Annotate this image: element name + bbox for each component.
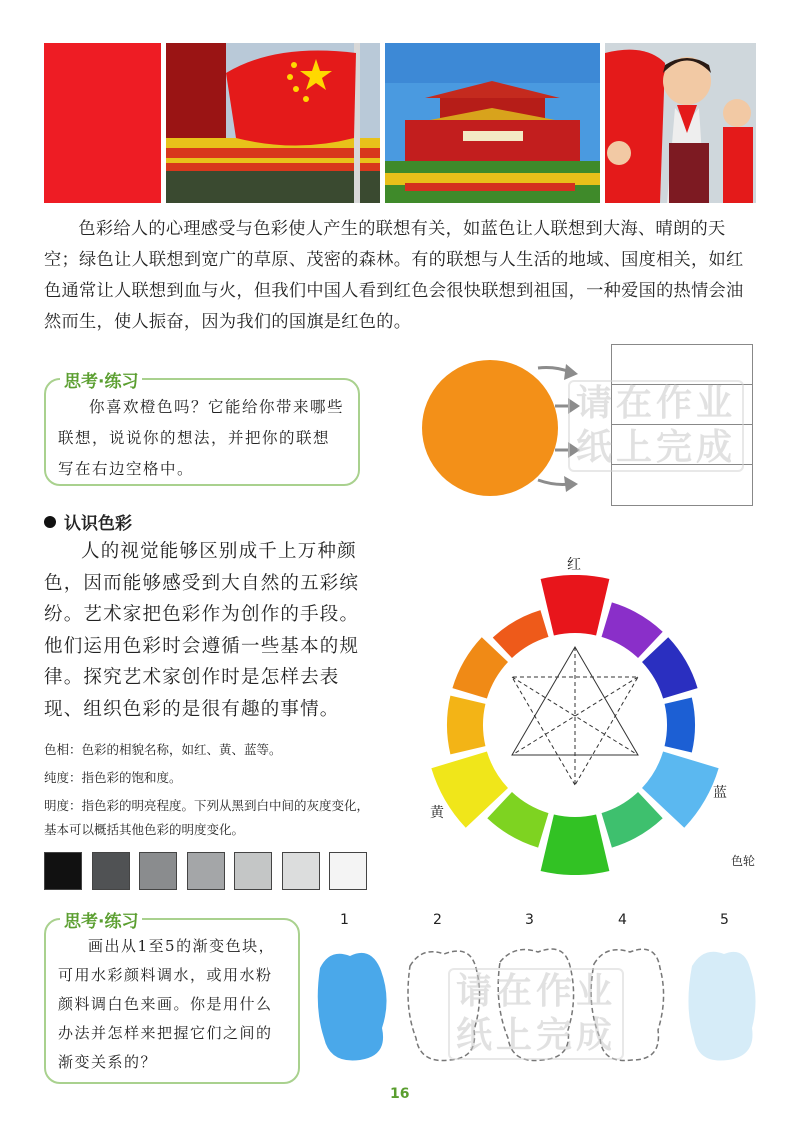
tiananmen-photo: [385, 43, 600, 203]
gray-swatch-3: [139, 852, 177, 890]
term-brightness: 明度：指色彩的明亮程度。下列从黑到白中间的灰度变化，基本可以概括其他色彩的明度变化。: [44, 798, 370, 837]
exercise-text-1: 你喜欢橙色吗？它能给你带来哪些联想，说说你的想法，并把你的联想写在右边空格中。: [58, 398, 345, 478]
gradient-block-1: [318, 953, 387, 1061]
gray-swatch-4: [187, 852, 225, 890]
wheel-segment-2: [602, 602, 663, 658]
wheel-segment-10: [447, 696, 485, 755]
wheel-segment-4: [665, 697, 695, 752]
page-number: 16: [390, 1086, 410, 1102]
gradient-number-5: 5: [720, 912, 729, 928]
section-heading: [44, 509, 132, 534]
gray-swatch-2: [92, 852, 130, 890]
gradient-number-1: 1: [340, 912, 349, 928]
gray-swatch-6: [282, 852, 320, 890]
gray-swatch-5: [234, 852, 272, 890]
wheel-label-yellow: 黄: [430, 805, 444, 821]
gray-swatch-1: [44, 852, 82, 890]
gradient-number-3: 3: [525, 912, 534, 928]
watermark-top: [568, 380, 744, 472]
section-text: 人的视觉能够区别成千上万种颜色，因而能够感受到大自然的五彩缤纷。艺术家把色彩作为创作的手段。他们运用色彩时会遵循一些基本的规律。探究艺术家创作时是怎样去表现、组织色彩的是很有趣的事情。: [44, 541, 360, 720]
wheel-segment-6: [602, 792, 663, 848]
section-title: 认识色彩: [64, 514, 132, 534]
exercise-title-1: 思考·练习: [60, 367, 142, 392]
wheel-segment-12: [493, 610, 549, 658]
intro-paragraph: 色彩给人的心理感受与色彩使人产生的联想有关，如蓝色让人联想到大海、晴朗的天空；绿色让人联想到宽广的草原、茂密的森林。有的联想与人生活的地域、国度相关，如红色通常让人联想到血与火，但我们中国人看到红色会很快联想到祖国，一种爱国的热情会油然而生，使人振奋，因为我们的国旗是红色的。: [44, 219, 744, 332]
gradient-number-4: 4: [618, 912, 627, 928]
watermark-line-2b: 纸上完成: [456, 1015, 617, 1056]
flag-ceremony-photo: [166, 43, 380, 203]
wheel-segment-7: [541, 815, 610, 875]
star-of-david: [512, 647, 638, 785]
watermark-line-2: 纸上完成: [576, 427, 737, 468]
watermark-bottom: [448, 968, 624, 1060]
wheel-caption: 色轮: [731, 854, 756, 868]
term-saturation: 纯度：指色彩的饱和度。: [44, 770, 182, 785]
gray-swatch-7: [329, 852, 367, 890]
wheel-segment-8: [487, 792, 548, 848]
bullet-icon: [44, 516, 56, 528]
exercise-text-2: 画出从1至5的渐变色块，可用水彩颜料调水，或用水粉颜料调白色来画。你是用什么办法并怎样来把握它们之间的渐变关系的？: [58, 937, 276, 1071]
gradient-number-2: 2: [433, 912, 442, 928]
wheel-segment-3: [642, 637, 698, 698]
color-wheel: [425, 575, 725, 875]
watermark-line-1b: 请在作业: [456, 971, 617, 1012]
young-pioneer-photo: [605, 43, 756, 203]
exercise-title-2: 思考·练习: [60, 907, 142, 932]
watermark-line-1: 请在作业: [576, 383, 737, 424]
wheel-segment-1: [541, 575, 610, 635]
gradient-block-5: [688, 952, 755, 1061]
term-hue: 色相：色彩的相貌名称，如红、黄、蓝等。: [44, 742, 282, 757]
wheel-label-blue: 蓝: [713, 785, 727, 801]
orange-circle: [422, 360, 558, 496]
wheel-segment-11: [452, 637, 508, 698]
red-color-block: [44, 43, 161, 203]
wheel-label-red: 红: [567, 557, 581, 573]
